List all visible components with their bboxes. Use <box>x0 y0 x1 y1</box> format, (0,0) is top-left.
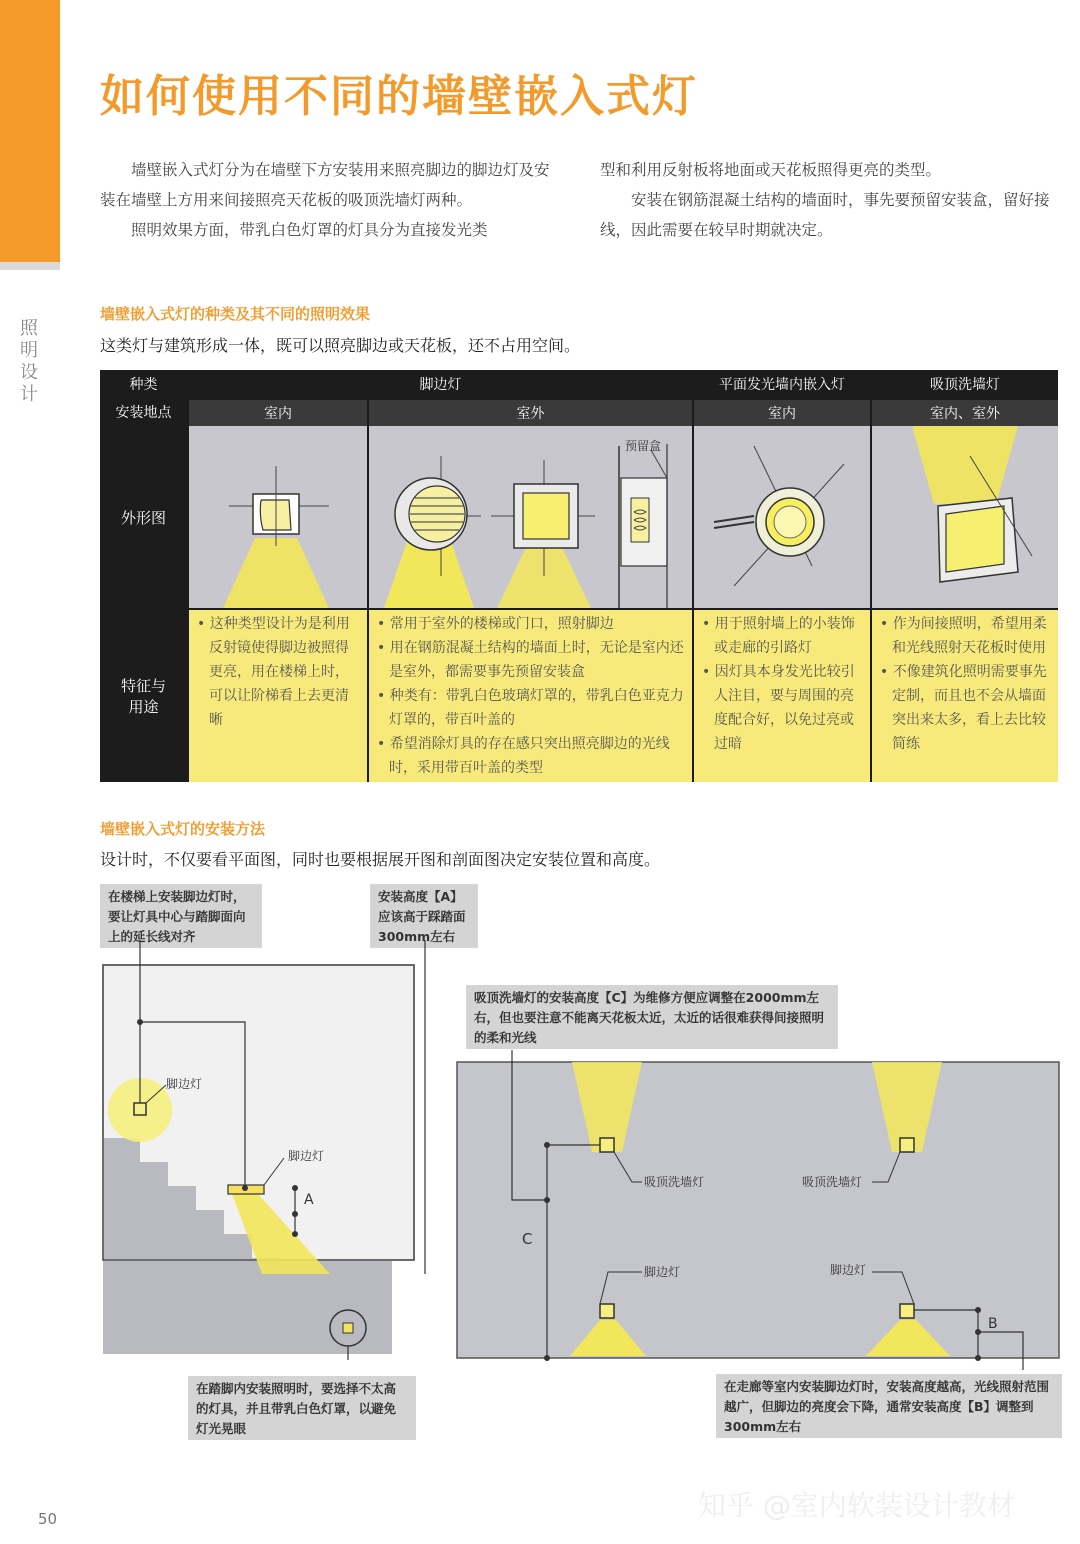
figure-flat-light <box>694 426 870 608</box>
page-number: 50 <box>38 1510 58 1528</box>
foot-light-label-4: 脚边灯 <box>830 1263 867 1277</box>
header-place-both: 室内、室外 <box>872 400 1058 426</box>
callout-height-b: 在走廊等室内安装脚边灯时，安装高度越高，光线照射范围越广，但脚边的亮度会下降，通常安装高度【B】调整到300mm左右 <box>716 1374 1062 1438</box>
corridor-diagram <box>440 1050 1070 1380</box>
orange-accent-bar <box>0 0 60 262</box>
feature-item: • 种类有：带乳白色玻璃灯罩的，带乳白色亚克力灯罩的，带百叶盖的 <box>377 688 684 728</box>
feature-item: • 作为间接照明，希望用柔和光线照射天花板时使用 <box>880 616 1047 656</box>
intro-paragraph-4: 安装在钢筋混凝土结构的墙面时，事先要预留安装盒，留好接线，因此需要在较早时期就决定。 <box>600 191 1050 239</box>
foot-light-label-1: 脚边灯 <box>166 1077 203 1091</box>
header-place-label: 安装地点 <box>100 398 187 426</box>
intro-column-left <box>100 155 562 245</box>
intro-paragraph-1: 墙壁嵌入式灯分为在墙壁下方安装用来照亮脚边的脚边灯及安装在墙壁上方用来间接照亮天花板的吸顶洗墙灯两种。 <box>100 161 550 209</box>
section-1-title: 墙壁嵌入式灯的种类及其不同的照明效果 <box>100 305 371 323</box>
header-type-foot-light: 脚边灯 <box>189 370 692 398</box>
figure-indoor-foot-light <box>189 426 367 608</box>
feature-item: • 不像建筑化照明需要事先定制，而且也不会从墙面突出来太多，看上去比较简练 <box>880 664 1047 752</box>
gray-divider-band <box>0 262 60 270</box>
page-title: 如何使用不同的墙壁嵌入式灯 <box>100 71 698 122</box>
watermark: 知乎 @室内软装设计教材 <box>698 1489 1015 1522</box>
feature-indoor-foot-light <box>189 610 367 782</box>
callout-height-c: 吸顶洗墙灯的安装高度【C】为维修方便应调整在2000mm左右，但也要注意不能离天花板太近，太近的话很难获得间接照明的柔和光线 <box>466 985 838 1049</box>
intro-paragraph-2: 照明效果方面，带乳白色灯罩的灯具分为直接发光类 <box>131 221 488 239</box>
reserved-box-label: 预留盒 <box>625 439 662 453</box>
foot-light-label-3: 脚边灯 <box>644 1265 681 1279</box>
feature-item: • 用在钢筋混凝土结构的墙面上时，无论是室内还是室外，都需要事先预留安装盒 <box>377 640 684 680</box>
chapter-side-label: 照明设计 <box>20 318 38 405</box>
feature-item: • 这种类型设计为是利用反射镜使得脚边被照得更亮，用在楼梯上时，可以让阶梯看上去更清晰 <box>197 616 350 728</box>
stair-diagram <box>0 940 480 1360</box>
section-1-desc: 这类灯与建筑形成一体，既可以照亮脚边或天花板，还不占用空间。 <box>100 336 581 355</box>
feature-item: • 常用于室外的楼梯或门口，照射脚边 <box>377 616 614 632</box>
header-type-label: 种类 <box>100 370 187 398</box>
label-c: C <box>522 1230 533 1248</box>
callout-height-a: 安装高度【A】应该高于踩踏面300mm左右 <box>370 884 478 948</box>
section-2-title: 墙壁嵌入式灯的安装方法 <box>100 820 266 838</box>
header-place-indoor-1: 室内 <box>189 400 367 426</box>
label-b: B <box>988 1316 998 1332</box>
wash-light-label-2: 吸顶洗墙灯 <box>802 1175 863 1189</box>
row-label-shape: 外形图 <box>100 426 187 608</box>
feature-outdoor-foot-light <box>369 610 692 782</box>
feature-item: • 用于照射墙上的小装饰或走廊的引路灯 <box>702 616 855 656</box>
feature-item: • 因灯具本身发光比较引人注目，要与周围的亮度配合好，以免过亮或过暗 <box>702 664 855 752</box>
header-type-wash-light: 吸顶洗墙灯 <box>872 370 1058 398</box>
header-place-outdoor: 室外 <box>369 400 692 426</box>
intro-paragraph-3: 型和利用反射板将地面或天花板照得更亮的类型。 <box>600 161 942 179</box>
label-a: A <box>304 1192 314 1208</box>
feature-wash-light <box>872 610 1058 782</box>
figure-outdoor-foot-lights <box>369 426 692 608</box>
feature-flat-light <box>694 610 870 782</box>
callout-stair-center: 在楼梯上安装脚边灯时，要让灯具中心与踏脚面向上的延长线对齐 <box>100 884 262 948</box>
header-place-indoor-2: 室内 <box>694 400 870 426</box>
wash-light-label-1: 吸顶洗墙灯 <box>644 1175 705 1189</box>
section-2-desc: 设计时，不仅要看平面图，同时也要根据展开图和剖面图决定安装位置和高度。 <box>100 850 661 869</box>
foot-light-label-2: 脚边灯 <box>288 1149 325 1163</box>
feature-item: • 希望消除灯具的存在感只突出照亮脚边的光线时，采用带百叶盖的类型 <box>377 736 670 776</box>
header-type-flat-light: 平面发光墙内嵌入灯 <box>694 370 870 398</box>
row-label-feature: 特征与用途 <box>100 610 187 782</box>
callout-stair-bottom: 在踏脚内安装照明时，要选择不太高的灯具，并且带乳白色灯罩，以避免灯光晃眼 <box>188 1376 416 1440</box>
figure-wash-light <box>872 426 1058 608</box>
intro-column-right <box>600 155 1062 245</box>
lamp-types-table <box>100 370 1058 782</box>
